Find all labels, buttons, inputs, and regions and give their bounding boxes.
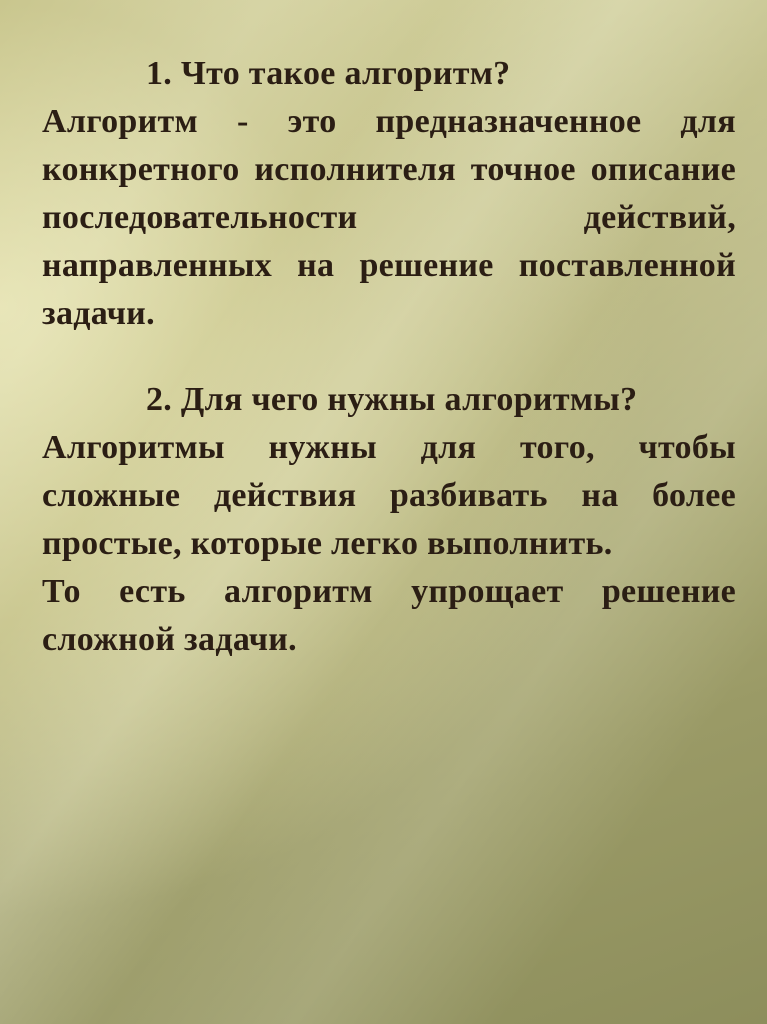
question-heading-1: 1. Что такое алгоритм? bbox=[146, 55, 511, 92]
question-block-2 bbox=[42, 376, 736, 664]
question-heading-2: 2. Для чего нужны алгоритмы? bbox=[146, 381, 638, 418]
question-block-1 bbox=[42, 50, 736, 338]
answer-text-2: Алгоритмы нужны для того, чтобы сложные действия разбивать на более простые, которые легко выполнить. bbox=[42, 429, 736, 562]
answer-text-1: Алгоритм - это предназначенное для конкретного исполнителя точное описание последовательности действий, направленных на решение поставленной задачи. bbox=[42, 103, 736, 332]
answer-text-2-extra: То есть алгоритм упрощает решение сложной задачи. bbox=[42, 573, 736, 658]
